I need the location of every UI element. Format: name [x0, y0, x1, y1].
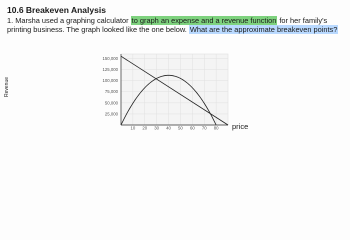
- x-tick-label: 80: [213, 125, 219, 131]
- x-axis-label: price: [232, 122, 249, 131]
- y-tick-label: 75,000: [104, 89, 118, 95]
- x-tick-label: 60: [189, 125, 195, 131]
- problem-lead: 1. Marsha used a graphing calculator: [7, 16, 131, 25]
- x-tick-label: 50: [178, 125, 183, 131]
- y-tick-label: 50,000: [104, 100, 118, 106]
- y-axis-label: Revenue: [4, 76, 10, 97]
- y-tick-label: 25,000: [104, 111, 118, 117]
- x-tick-label: 20: [142, 125, 148, 131]
- problem-middle: for her family's printing business. The graph looked like the one below.: [7, 16, 328, 35]
- x-tick-label: 40: [166, 125, 171, 131]
- highlight-question: What are the approximate breakeven points?: [189, 25, 338, 35]
- y-tick-label: 150,000: [102, 55, 118, 61]
- x-tick-label: 70: [201, 125, 207, 131]
- y-tick-label: 100,000: [102, 78, 118, 84]
- highlight-functions: to graph an expense and a revenue function: [131, 16, 277, 25]
- y-tick-label: 125,000: [102, 67, 118, 73]
- x-tick-label: 30: [154, 125, 160, 131]
- x-tick-label: 10: [130, 125, 136, 131]
- section-title: 10.6 Breakeven Analysis: [7, 5, 106, 15]
